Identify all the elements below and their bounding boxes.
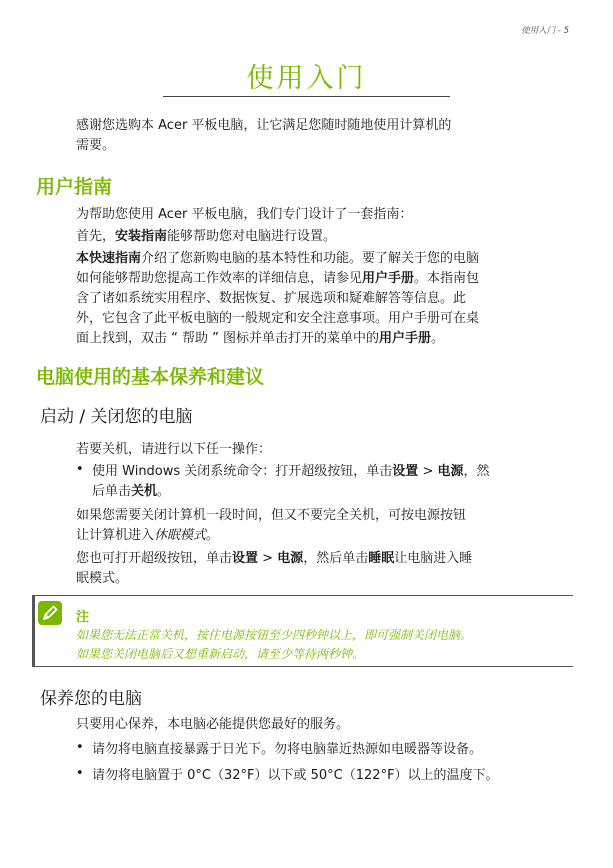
page-header: 使用入门 - 5 xyxy=(521,26,569,36)
guide-paragraph-1: 为帮助您使用 Acer 平板电脑，我们专门设计了一套指南： xyxy=(76,207,413,222)
guide-paragraph-3-line-3: 含了诸如系统实用程序、数据恢复、扩展选项和疑难解答等信息。此 xyxy=(76,291,467,306)
guide-paragraph-2: 首先，安装指南能够帮助您对电脑进行设置。 xyxy=(76,229,337,244)
power-bullet-line-2: 后单击关机。 xyxy=(92,484,171,499)
pencil-icon xyxy=(38,601,62,625)
intro-line-2: 需要。 xyxy=(76,138,116,153)
power-paragraph-1: 若要关机，请进行以下任一操作： xyxy=(76,442,272,457)
note-line-1: 如果您无法正常关机，按住电源按钮至少四秒钟以上，即可强制关闭电脑。 xyxy=(76,628,473,642)
guide-paragraph-3-line-5: 面上找到，双击 “ 帮助 ” 图标并单击打开的菜单中的用户手册。 xyxy=(76,331,445,346)
maintain-paragraph-1: 只要用心保养，本电脑必能提供您最好的服务。 xyxy=(76,717,350,732)
intro-line-1: 感谢您选购本 Acer 平板电脑，让它满足您随时随地使用计算机的 xyxy=(76,118,452,133)
title-rule xyxy=(163,96,450,97)
note-title: 注 xyxy=(76,610,90,625)
page-title: 使用入门 xyxy=(246,63,367,94)
maintain-bullet-1: 请勿将电脑直接暴露于日光下。勿将电脑靠近热源如电暖器等设备。 xyxy=(92,742,483,757)
guide-paragraph-3-line-1: 本快速指南介绍了您新购电脑的基本特性和功能。要了解关于您的电脑 xyxy=(76,251,480,266)
power-paragraph-2-line-2: 让计算机进入休眠模式。 xyxy=(76,528,220,543)
power-paragraph-2-line-1: 如果您需要关闭计算机一段时间，但又不要完全关机，可按电源按钮 xyxy=(76,508,467,523)
section-heading-care: 电脑使用的基本保养和建议 xyxy=(36,366,265,388)
power-paragraph-3-line-2: 眠模式。 xyxy=(76,571,129,586)
guide-paragraph-3-line-2: 如何能够帮助您提高工作效率的详细信息，请参见用户手册。本指南包 xyxy=(76,271,480,286)
maintain-bullet-2: 请勿将电脑置于 0°C（32°F）以下或 50°C（122°F）以上的温度下。 xyxy=(92,768,499,783)
title-block xyxy=(0,56,613,95)
note-line-2: 如果您关闭电脑后又想重新启动，请至少等待两秒钟。 xyxy=(76,647,365,661)
subsection-heading-maintain: 保养您的电脑 xyxy=(40,689,142,709)
bullet-mark: • xyxy=(76,766,84,781)
guide-paragraph-3-line-4: 外，它包含了此平板电脑的一般规定和安全注意事项。用户手册可在桌 xyxy=(76,311,480,326)
bullet-mark: • xyxy=(76,740,84,755)
power-paragraph-3-line-1: 您也可打开超级按钮，单击设置 > 电源，然后单击睡眠让电脑进入睡 xyxy=(76,551,473,566)
power-bullet-line-1: 使用 Windows 关闭系统命令：打开超级按钮，单击设置 > 电源，然 xyxy=(92,464,490,479)
section-heading-guide: 用户指南 xyxy=(36,176,113,198)
bullet-mark: • xyxy=(76,462,84,477)
subsection-heading-power: 启动 / 关闭您的电脑 xyxy=(40,407,193,427)
